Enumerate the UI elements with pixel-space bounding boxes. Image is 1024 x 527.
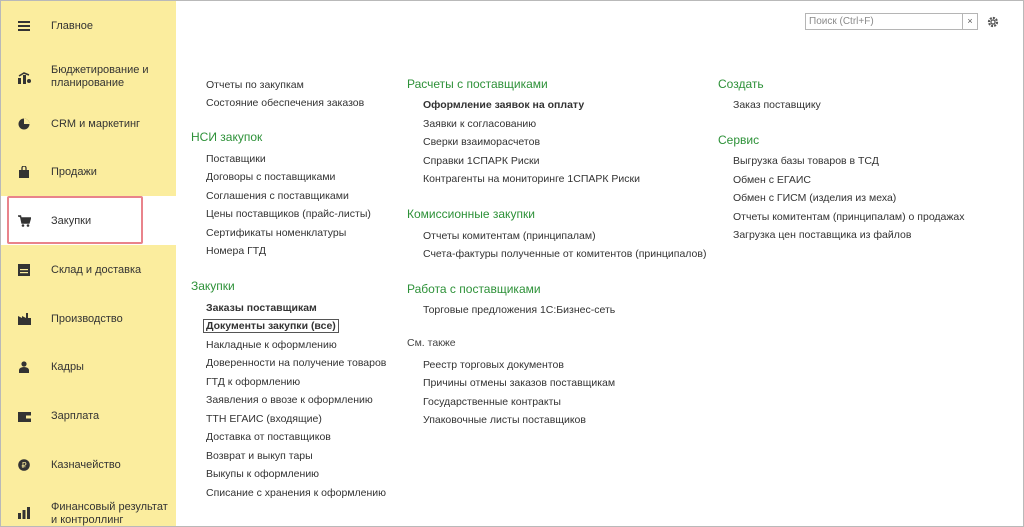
warehouse-icon <box>17 263 31 277</box>
sidebar-item-label: Зарплата <box>51 410 100 422</box>
budget-icon <box>17 70 31 84</box>
sidebar-item-production[interactable] <box>1 304 176 334</box>
factory-icon <box>17 312 31 326</box>
sidebar-item-crm[interactable] <box>1 109 176 139</box>
link-supplier-prices[interactable]: Цены поставщиков (прайс-листы) <box>206 208 371 220</box>
link-trade-offers[interactable]: Торговые предложения 1С:Бизнес-сеть <box>423 304 616 316</box>
sidebar-item-label: Склад и доставка <box>51 264 142 276</box>
sidebar-item-label: Казначейство <box>51 459 121 471</box>
link-delivery-from-suppliers[interactable]: Доставка от поставщиков <box>206 431 331 443</box>
sidebar-item-label: Главное <box>51 20 94 32</box>
search-box <box>805 13 978 30</box>
finance-icon <box>17 506 31 520</box>
sidebar-item-finance[interactable] <box>1 496 176 527</box>
link-requests-for-approval[interactable]: Заявки к согласованию <box>423 118 537 130</box>
sidebar-item-label: Продажи <box>51 166 97 178</box>
section-title-service: Сервис <box>718 133 760 147</box>
sidebar-item-label: Бюджетирование и планирование <box>51 64 149 89</box>
sidebar <box>1 1 176 526</box>
active-highlight <box>7 196 143 244</box>
pie-chart-icon <box>17 117 31 131</box>
link-gism-exchange[interactable]: Обмен с ГИСМ (изделия из меха) <box>733 192 897 204</box>
link-consignor-invoices[interactable]: Счета-фактуры полученные от комитентов (принципалов) <box>423 248 707 260</box>
search-input[interactable] <box>806 14 964 29</box>
section-title-nsi: НСИ закупок <box>191 130 263 144</box>
shopping-bag-icon <box>17 165 31 179</box>
link-packing-lists[interactable]: Упаковочные листы поставщиков <box>423 414 586 426</box>
link-consignor-sales-reports[interactable]: Отчеты комитентам (принципалам) о продажах <box>733 211 965 223</box>
svg-text:₽: ₽ <box>21 461 27 470</box>
sidebar-item-treasury[interactable] <box>1 450 176 480</box>
link-gtd-to-process[interactable]: ГТД к оформлению <box>206 376 301 388</box>
clear-search-button[interactable]: × <box>962 14 977 29</box>
sidebar-item-label: Финансовый результат и контроллинг <box>51 501 168 526</box>
section-title-settlements: Расчеты с поставщиками <box>407 77 548 91</box>
link-egais-exchange[interactable]: Обмен с ЕГАИС <box>733 174 812 186</box>
sidebar-item-budgeting[interactable] <box>1 59 176 95</box>
section-title-see-also: См. также <box>407 337 456 349</box>
link-container-return[interactable]: Возврат и выкуп тары <box>206 450 313 462</box>
link-consignor-reports[interactable]: Отчеты комитентам (принципалам) <box>423 230 596 242</box>
link-buyouts-to-process[interactable]: Выкупы к оформлению <box>206 468 320 480</box>
coin-icon <box>17 458 31 472</box>
link-item-certificates[interactable]: Сертификаты номенклатуры <box>206 227 347 239</box>
link-powers-of-attorney[interactable]: Доверенности на получение товаров <box>206 357 387 369</box>
link-supplier-agreements[interactable]: Соглашения с поставщиками <box>206 190 349 202</box>
wallet-icon <box>17 409 31 423</box>
link-egais-ttn[interactable]: ТТН ЕГАИС (входящие) <box>206 413 322 425</box>
link-state-contracts[interactable]: Государственные контракты <box>423 396 561 408</box>
section-title-commission: Комиссионные закупки <box>407 207 535 221</box>
sidebar-item-main[interactable] <box>1 11 176 41</box>
gear-icon[interactable] <box>986 15 1000 29</box>
sidebar-item-warehouse[interactable] <box>1 255 176 285</box>
sidebar-item-label: CRM и маркетинг <box>51 118 141 130</box>
section-title-suppliers: Работа с поставщиками <box>407 282 541 296</box>
sidebar-item-label: Закупки <box>51 215 92 227</box>
sidebar-item-label: Кадры <box>51 361 84 373</box>
link-suppliers[interactable]: Поставщики <box>206 153 266 165</box>
link-import-statements[interactable]: Заявления о ввозе к оформлению <box>206 394 373 406</box>
link-trade-docs-registry[interactable]: Реестр торговых документов <box>423 359 564 371</box>
link-reconciliations[interactable]: Сверки взаиморасчетов <box>423 136 541 148</box>
link-cancel-reasons[interactable]: Причины отмены заказов поставщикам <box>423 377 616 389</box>
sidebar-item-salary[interactable] <box>1 401 176 431</box>
link-invoices-to-process[interactable]: Накладные к оформлению <box>206 339 337 351</box>
link-payment-requests[interactable]: Оформление заявок на оплату <box>423 99 585 111</box>
link-supplier-contracts[interactable]: Договоры с поставщиками <box>206 171 336 183</box>
sidebar-item-sales[interactable] <box>1 157 176 187</box>
section-title-create: Создать <box>718 77 764 91</box>
link-tsd-export[interactable]: Выгрузка базы товаров в ТСД <box>733 155 879 167</box>
link-order-provision-status[interactable]: Состояние обеспечения заказов <box>206 97 365 109</box>
link-storage-writeoff[interactable]: Списание с хранения к оформлению <box>206 487 387 499</box>
link-spark-reports[interactable]: Справки 1СПАРК Риски <box>423 155 540 167</box>
sidebar-item-hr[interactable] <box>1 352 176 382</box>
person-icon <box>17 360 31 374</box>
link-spark-monitoring[interactable]: Контрагенты на мониторинге 1СПАРК Риски <box>423 173 641 185</box>
menu-lines-icon <box>17 19 31 33</box>
link-create-supplier-order[interactable]: Заказ поставщику <box>733 99 821 111</box>
sidebar-item-label: Производство <box>51 313 123 325</box>
link-purchase-reports[interactable]: Отчеты по закупкам <box>206 79 304 91</box>
section-title-purchases: Закупки <box>191 279 235 293</box>
link-load-supplier-prices[interactable]: Загрузка цен поставщика из файлов <box>733 229 912 241</box>
link-supplier-orders[interactable]: Заказы поставщикам <box>206 302 317 314</box>
link-purchase-documents[interactable]: Документы закупки (все) <box>203 319 339 333</box>
link-gtd-numbers[interactable]: Номера ГТД <box>206 245 266 257</box>
